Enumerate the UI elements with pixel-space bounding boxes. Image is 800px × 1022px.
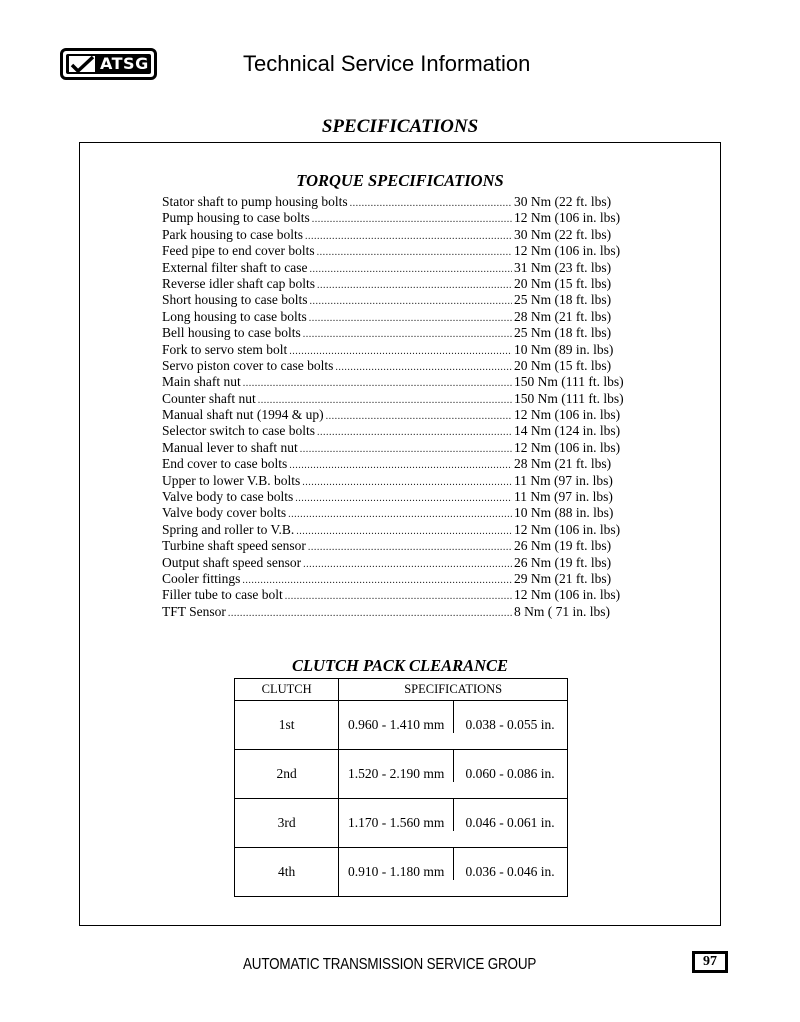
- table-row: [235, 799, 568, 848]
- dot-leader: [288, 507, 512, 523]
- dot-leader: [335, 360, 512, 376]
- torque-item-name: Valve body cover bolts: [162, 505, 287, 521]
- clearance-inch-cell: [453, 750, 567, 799]
- torque-item-value: 10 Nm (89 in. lbs): [514, 341, 614, 357]
- clearance-mm-cell: 1.520 - 2.190 mm: [339, 750, 453, 799]
- torque-item-name: Counter shaft nut: [162, 390, 256, 406]
- list-item: [162, 522, 636, 538]
- list-item: [162, 440, 636, 456]
- list-item: [162, 456, 636, 472]
- torque-item-value: 25 Nm (18 ft. lbs): [514, 292, 612, 308]
- list-item: [162, 374, 636, 390]
- clearance-inch-text: 0.060 - 0.086 in.: [465, 766, 555, 781]
- torque-item-value: 150 Nm (111 ft. lbs): [514, 374, 624, 390]
- list-item: [162, 505, 636, 521]
- table-header-row: [235, 679, 568, 701]
- list-item: [162, 604, 636, 620]
- clutch-name-cell: 4th: [235, 848, 339, 897]
- torque-item-name: Stator shaft to pump housing bolts: [162, 194, 348, 209]
- list-item: [162, 587, 636, 603]
- dot-leader: [302, 475, 512, 491]
- torque-item-value: 11 Nm (97 in. lbs): [514, 472, 613, 488]
- torque-item-name: Park housing to case bolts: [162, 226, 303, 242]
- list-item: [162, 194, 636, 210]
- clutch-pack-clearance-title: CLUTCH PACK CLEARANCE: [291, 656, 509, 675]
- torque-item-name: Main shaft nut: [162, 374, 241, 390]
- clearance-inch-text: 0.038 - 0.055 in.: [465, 717, 555, 732]
- clearance-inch-cell: [453, 701, 567, 750]
- dot-leader: [295, 491, 512, 507]
- table-row: [235, 848, 568, 897]
- dot-leader: [289, 458, 512, 474]
- torque-item-name: End cover to case bolts: [162, 456, 288, 472]
- torque-item-value: 26 Nm (19 ft. lbs): [514, 554, 612, 570]
- torque-item-name: Output shaft speed sensor: [162, 554, 302, 570]
- list-item: [162, 489, 636, 505]
- dot-leader: [310, 294, 513, 310]
- torque-item-value: 28 Nm (21 ft. lbs): [514, 308, 612, 324]
- list-item: [162, 243, 636, 259]
- torque-item-value: 8 Nm ( 71 in. lbs): [514, 603, 610, 619]
- torque-item-name: Upper to lower V.B. bolts: [162, 472, 301, 488]
- list-item: [162, 407, 636, 423]
- torque-item-name: Cooler fittings: [162, 570, 241, 586]
- torque-item-value: 14 Nm (124 in. lbs): [514, 423, 621, 439]
- torque-item-name: Pump housing to case bolts: [162, 210, 310, 226]
- torque-specifications-title: TORQUE SPECIFICATIONS: [296, 171, 504, 190]
- torque-item-name: Turbine shaft speed sensor: [162, 538, 306, 554]
- clutch-name-cell: 1st: [235, 701, 339, 750]
- list-item: [162, 325, 636, 341]
- torque-item-value: 12 Nm (106 in. lbs): [514, 243, 621, 259]
- torque-item-value: 25 Nm (18 ft. lbs): [514, 325, 612, 341]
- torque-item-value: 12 Nm (106 in. lbs): [514, 407, 621, 423]
- torque-item-name: Valve body to case bolts: [162, 489, 294, 505]
- list-item: [162, 473, 636, 489]
- atsg-logo: [60, 48, 157, 80]
- torque-item-value: 29 Nm (21 ft. lbs): [514, 570, 612, 586]
- dot-leader: [243, 376, 512, 392]
- torque-item-value: 10 Nm (88 in. lbs): [514, 505, 614, 521]
- clutch-name-cell: 2nd: [235, 750, 339, 799]
- torque-item-value: 12 Nm (106 in. lbs): [514, 587, 621, 603]
- dot-leader: [300, 442, 512, 458]
- clutch-name-cell: 3rd: [235, 799, 339, 848]
- list-item: [162, 227, 636, 243]
- torque-item-name: Reverse idler shaft cap bolts: [162, 275, 315, 291]
- torque-item-value: 31 Nm (23 ft. lbs): [514, 259, 612, 275]
- list-item: [162, 391, 636, 407]
- dot-leader: [309, 311, 512, 327]
- list-item: [162, 309, 636, 325]
- torque-item-name: External filter shaft to case: [162, 259, 308, 275]
- dot-leader: [303, 557, 512, 573]
- torque-item-name: Manual lever to shaft nut: [162, 439, 298, 455]
- torque-item-value: 20 Nm (15 ft. lbs): [514, 275, 612, 291]
- partial-divider: [453, 799, 454, 831]
- torque-item-name: Bell housing to case bolts: [162, 325, 301, 341]
- torque-item-value: 28 Nm (21 ft. lbs): [514, 456, 612, 472]
- clearance-inch-cell: [453, 848, 567, 897]
- torque-item-value: 11 Nm (97 in. lbs): [514, 489, 613, 505]
- torque-item-value: 150 Nm (111 ft. lbs): [514, 390, 624, 406]
- clearance-mm-cell: 0.910 - 1.180 mm: [339, 848, 453, 897]
- list-item: [162, 210, 636, 226]
- dot-leader: [326, 409, 512, 425]
- column-header-specifications: SPECIFICATIONS: [339, 679, 568, 701]
- dot-leader: [228, 606, 512, 622]
- torque-item-name: Long housing to case bolts: [162, 308, 307, 324]
- torque-item-name: Short housing to case bolts: [162, 292, 308, 308]
- clearance-mm-cell: 1.170 - 1.560 mm: [339, 799, 453, 848]
- dot-leader: [285, 589, 512, 605]
- footer-text: AUTOMATIC TRANSMISSION SERVICE GROUP: [243, 956, 537, 973]
- dot-leader: [350, 196, 512, 212]
- section-title: SPECIFICATIONS: [321, 116, 479, 137]
- torque-item-value: 26 Nm (19 ft. lbs): [514, 538, 612, 554]
- checkmark-logo-icon: [68, 54, 98, 74]
- torque-specifications-list: [162, 194, 636, 620]
- partial-divider: [453, 701, 454, 733]
- clearance-mm-cell: 0.960 - 1.410 mm: [339, 701, 453, 750]
- dot-leader: [317, 278, 512, 294]
- torque-item-name: Filler tube to case bolt: [162, 587, 283, 603]
- partial-divider: [453, 750, 454, 782]
- dot-leader: [303, 327, 512, 343]
- table-row: [235, 701, 568, 750]
- list-item: [162, 358, 636, 374]
- torque-item-value: 20 Nm (15 ft. lbs): [514, 357, 612, 373]
- torque-item-name: Manual shaft nut (1994 & up): [162, 407, 324, 423]
- torque-item-value: 30 Nm (22 ft. lbs): [514, 194, 612, 209]
- dot-leader: [296, 524, 512, 540]
- list-item: [162, 342, 636, 358]
- list-item: [162, 555, 636, 571]
- column-header-clutch: CLUTCH: [235, 679, 339, 701]
- dot-leader: [305, 229, 512, 245]
- torque-item-value: 30 Nm (22 ft. lbs): [514, 226, 612, 242]
- torque-item-value: 12 Nm (106 in. lbs): [514, 521, 621, 537]
- list-item: [162, 276, 636, 292]
- torque-item-name: Feed pipe to end cover bolts: [162, 243, 315, 259]
- torque-item-value: 12 Nm (106 in. lbs): [514, 210, 621, 226]
- torque-item-name: Fork to servo stem bolt: [162, 341, 288, 357]
- dot-leader: [317, 245, 512, 261]
- dot-leader: [317, 425, 512, 441]
- dot-leader: [308, 540, 512, 556]
- clearance-inch-cell: [453, 799, 567, 848]
- clutch-clearance-table: [234, 678, 568, 897]
- list-item: [162, 423, 636, 439]
- dot-leader: [312, 212, 512, 228]
- torque-item-name: TFT Sensor: [162, 603, 226, 619]
- list-item: [162, 538, 636, 554]
- header-title: Technical Service Information: [243, 51, 531, 76]
- partial-divider: [453, 848, 454, 880]
- page-number: 97: [692, 951, 728, 973]
- torque-item-name: Servo piston cover to case bolts: [162, 357, 334, 373]
- clearance-inch-text: 0.046 - 0.061 in.: [465, 815, 555, 830]
- clearance-inch-text: 0.036 - 0.046 in.: [465, 864, 555, 879]
- list-item: [162, 571, 636, 587]
- logo-text: ATSG: [100, 54, 149, 73]
- torque-item-name: Spring and roller to V.B.: [162, 521, 295, 537]
- torque-item-value: 12 Nm (106 in. lbs): [514, 439, 621, 455]
- table-row: [235, 750, 568, 799]
- list-item: [162, 292, 636, 308]
- dot-leader: [309, 262, 512, 278]
- list-item: [162, 260, 636, 276]
- torque-item-name: Selector switch to case bolts: [162, 423, 315, 439]
